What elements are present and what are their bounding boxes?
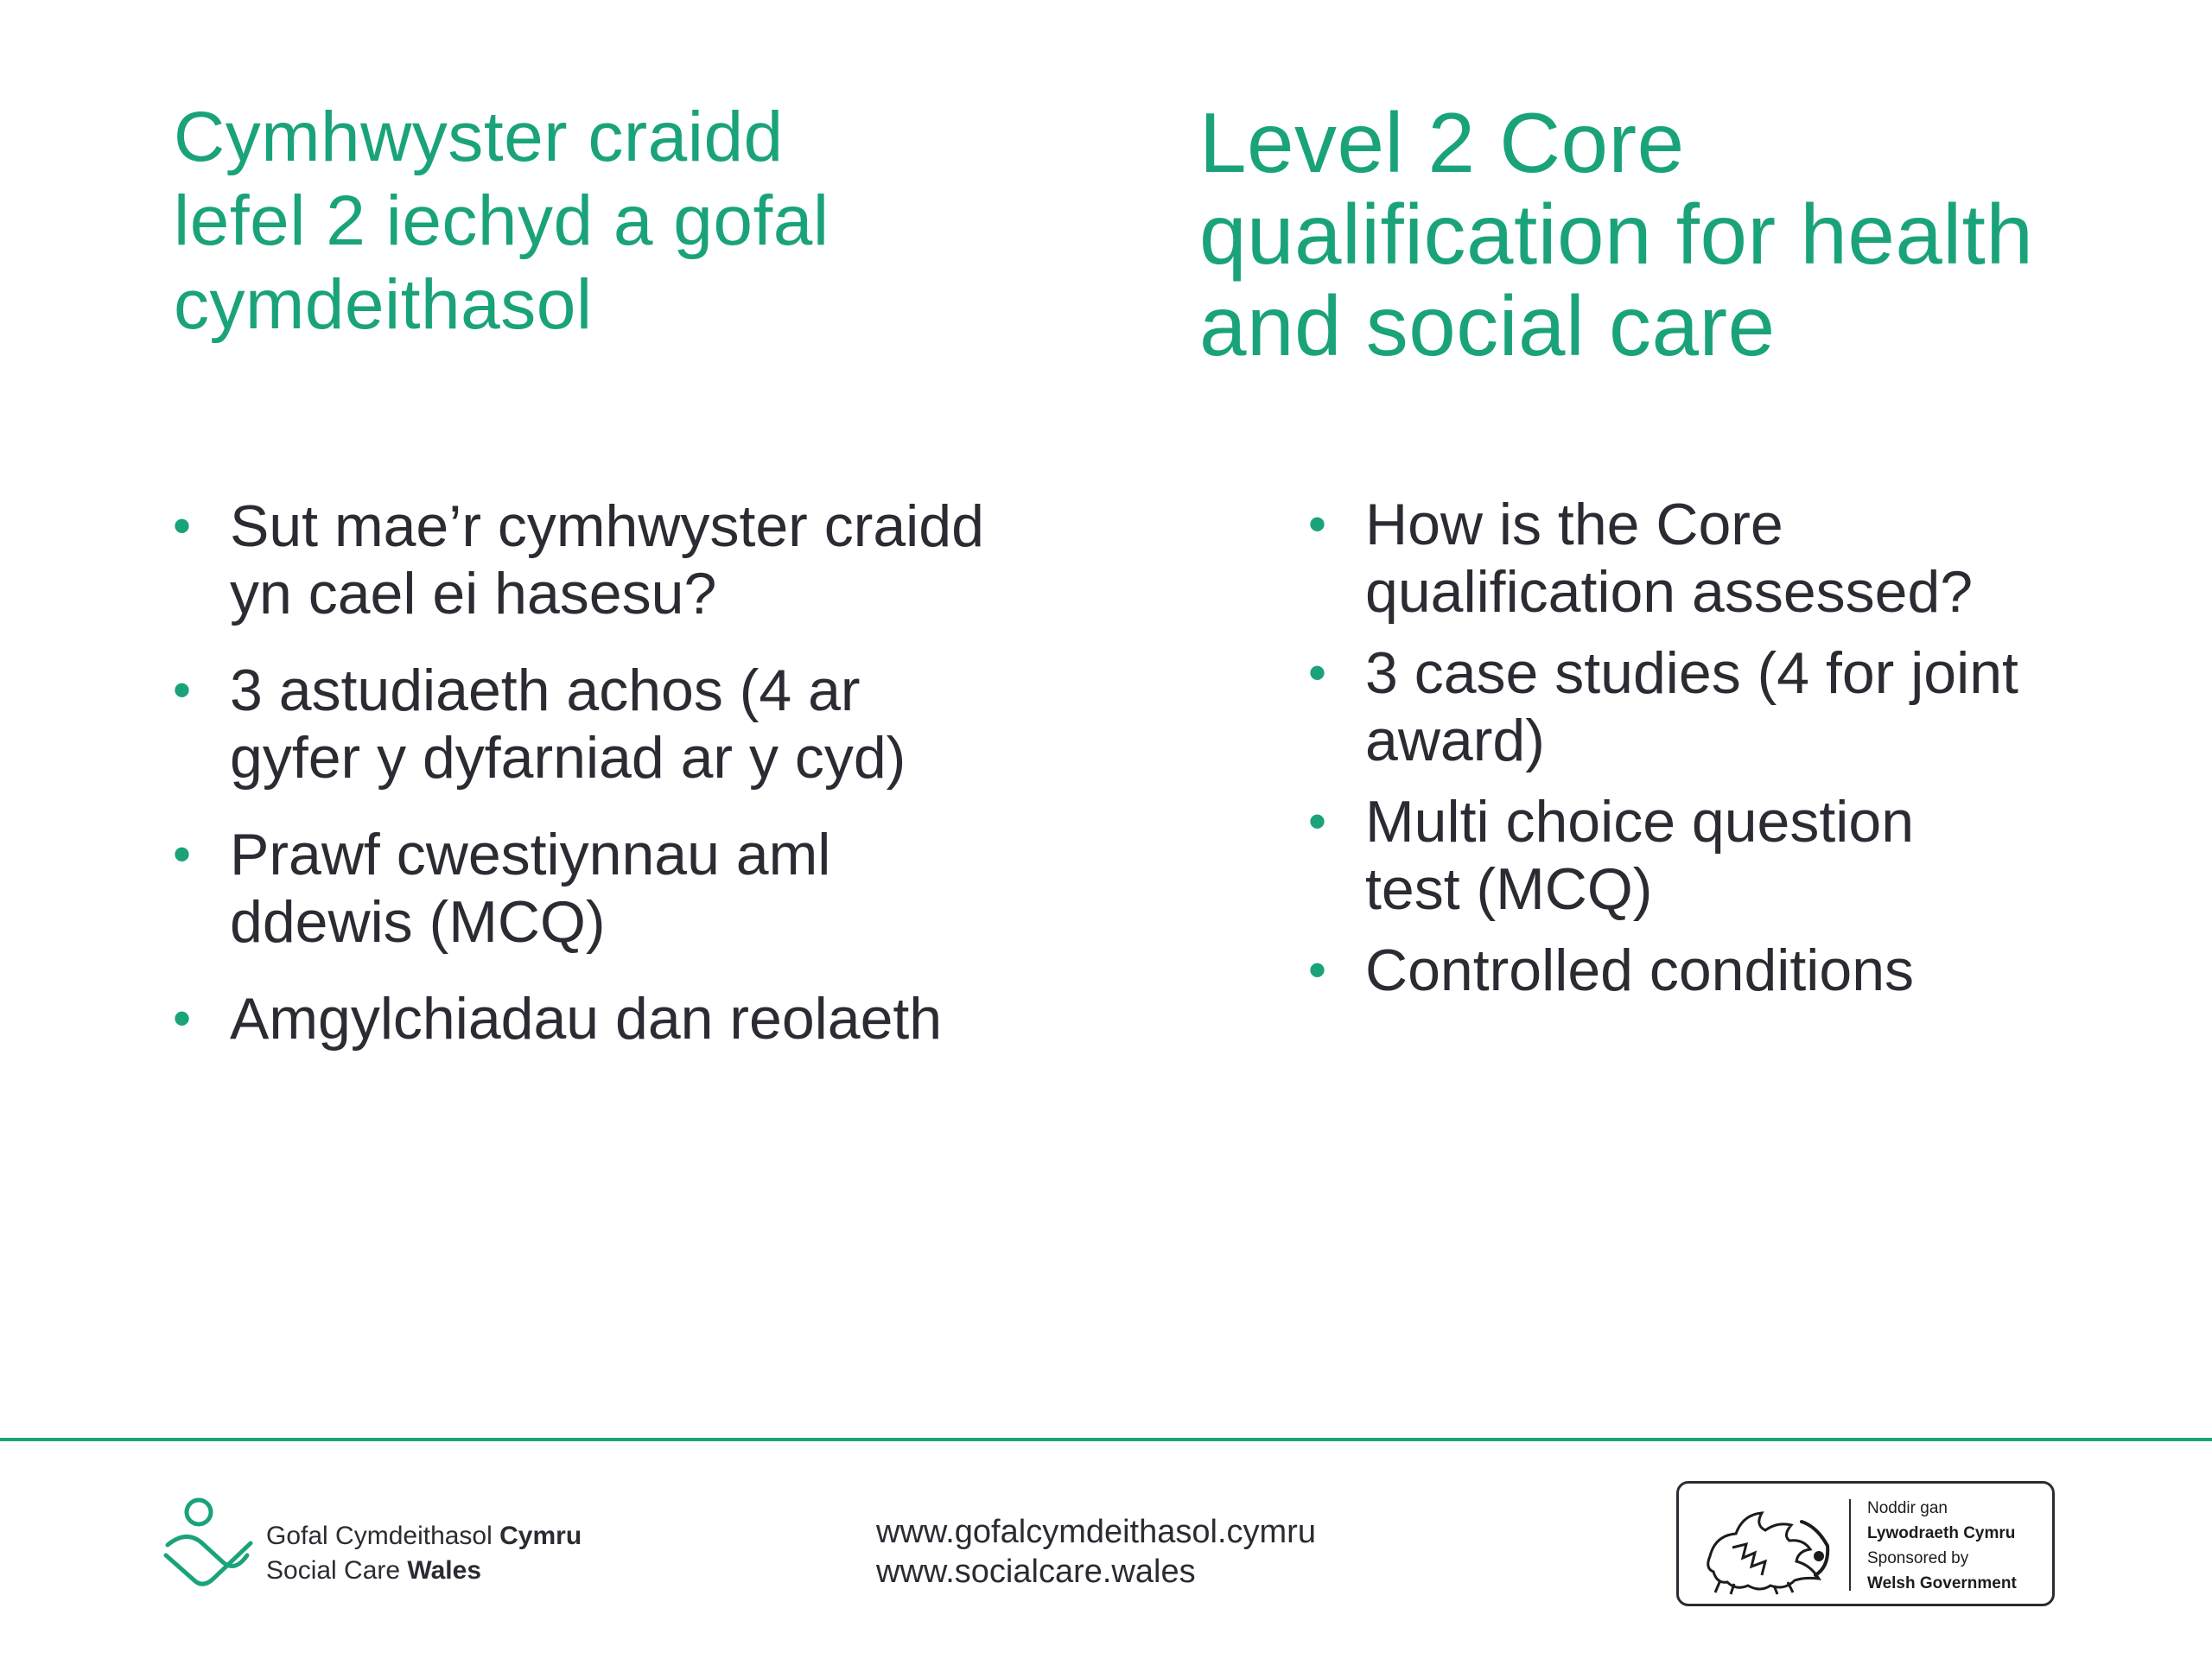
welsh-title-line: lefel 2 iechyd a gofal <box>174 181 830 260</box>
list-item-text: Sut mae’r cymhwyster craidd <box>230 493 984 559</box>
list-item-text: ddewis (MCQ) <box>230 889 606 955</box>
brand-name-en-bold: Wales <box>407 1556 482 1585</box>
bullet-dot-icon: • <box>1308 792 1327 850</box>
bullet-dot-icon: • <box>173 825 192 883</box>
welsh-title-line: Cymhwyster craidd <box>174 98 784 176</box>
english-title-line: qualification for health <box>1199 187 2034 282</box>
url-link-welsh[interactable]: www.gofalcymdeithasol.cymru <box>876 1514 1316 1550</box>
list-item-text: 3 astudiaeth achos (4 ar <box>230 658 861 723</box>
brand-names <box>266 1519 582 1588</box>
bullet-dot-icon: • <box>1308 644 1327 702</box>
english-title <box>1199 97 2033 372</box>
list-item <box>173 493 1089 627</box>
welsh-title <box>174 95 830 346</box>
list-item-text: Multi choice question <box>1365 789 1915 855</box>
badge-divider <box>1849 1499 1851 1591</box>
list-item <box>173 985 1089 1052</box>
list-item-text: qualification assessed? <box>1365 559 1974 625</box>
welsh-government-badge <box>1676 1481 2055 1606</box>
footer-divider <box>0 1438 2212 1441</box>
bullet-dot-icon: • <box>1308 495 1327 553</box>
list-item-text: Prawf cwestiynnau aml <box>230 822 831 887</box>
list-item-text: award) <box>1365 708 1545 773</box>
brand-name-cy-bold: Cymru <box>499 1522 582 1550</box>
sponsor-line: Welsh Government <box>1867 1574 2017 1592</box>
english-title-line: and social care <box>1199 278 1776 373</box>
list-item-text: How is the Core <box>1365 492 1783 557</box>
welsh-bullet-list <box>173 493 1089 1082</box>
bullet-dot-icon: • <box>1308 941 1327 999</box>
social-care-wales-logo-icon <box>161 1495 257 1590</box>
url-link-english[interactable]: www.socialcare.wales <box>876 1554 1196 1590</box>
list-item-text: Amgylchiadau dan reolaeth <box>230 986 943 1052</box>
bullet-dot-icon: • <box>173 497 192 555</box>
list-item <box>1308 788 2172 923</box>
footer-urls <box>876 1512 1316 1592</box>
english-title-line: Level 2 Core <box>1199 95 1685 190</box>
social-care-wales-logo <box>161 1495 627 1590</box>
sponsor-line: Sponsored by <box>1867 1549 1969 1567</box>
list-item-text: gyfer y dyfarniad ar y cyd) <box>230 725 906 791</box>
bullet-dot-icon: • <box>173 989 192 1047</box>
brand-name-cy: Gofal Cymdeithasol <box>266 1522 493 1550</box>
list-item <box>1308 937 2172 1004</box>
welsh-dragon-icon <box>1698 1496 1836 1596</box>
sponsor-line: Noddir gan <box>1867 1499 1948 1517</box>
sponsor-text <box>1867 1496 2017 1596</box>
english-bullet-list <box>1308 491 2172 1018</box>
list-item-text: test (MCQ) <box>1365 856 1653 922</box>
list-item <box>1308 639 2172 774</box>
welsh-title-line: cymdeithasol <box>174 265 593 344</box>
bullet-dot-icon: • <box>173 661 192 719</box>
list-item-text: yn cael ei hasesu? <box>230 561 717 626</box>
list-item <box>173 821 1089 956</box>
sponsor-line: Lywodraeth Cymru <box>1867 1524 2016 1542</box>
list-item <box>1308 491 2172 626</box>
list-item-text: Controlled conditions <box>1365 938 1915 1003</box>
list-item <box>173 657 1089 791</box>
list-item-text: 3 case studies (4 for joint <box>1365 640 2018 706</box>
brand-name-en: Social Care <box>266 1556 401 1585</box>
